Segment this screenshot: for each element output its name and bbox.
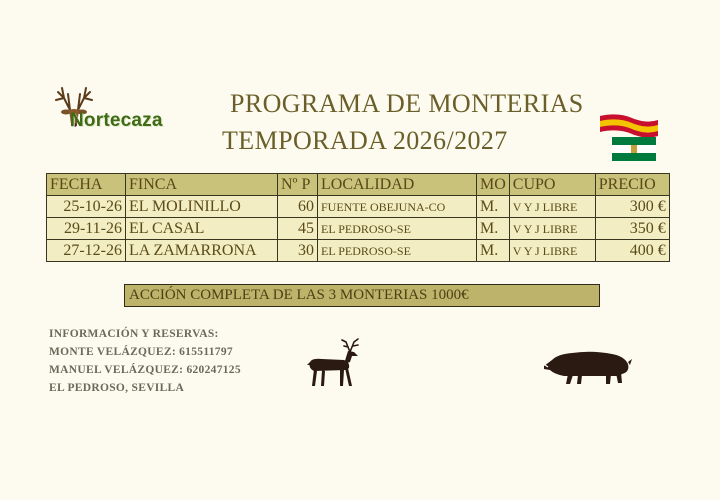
header-precio: PRECIO	[595, 174, 669, 196]
contact-phone-1: MONTE VELÁZQUEZ: 615511797	[49, 346, 233, 358]
andalusia-flag-icon	[612, 137, 656, 161]
cell-precio: 400 €	[595, 240, 669, 262]
table-header-row	[47, 174, 670, 196]
header-finca: FINCA	[126, 174, 278, 196]
cell-cupo: V Y J LIBRE	[509, 240, 595, 262]
cell-localidad: EL PEDROSO-SE	[318, 240, 477, 262]
deer-silhouette-icon	[302, 338, 374, 390]
brand-name: Nortecaza	[70, 110, 163, 131]
cell-fecha: 29-11-26	[47, 218, 126, 240]
header-fecha: FECHA	[47, 174, 126, 196]
table-row	[47, 218, 670, 240]
offer-banner: ACCIÓN COMPLETA DE LAS 3 MONTERIAS 1000€	[124, 284, 600, 307]
cell-mo: M.	[477, 218, 510, 240]
header-mo: MO	[477, 174, 510, 196]
cell-np: 60	[278, 196, 318, 218]
header-localidad: LOCALIDAD	[318, 174, 477, 196]
cell-finca: EL MOLINILLO	[126, 196, 278, 218]
cell-cupo: V Y J LIBRE	[509, 218, 595, 240]
cell-localidad: EL PEDROSO-SE	[318, 218, 477, 240]
page-subtitle: TEMPORADA 2026/2027	[222, 126, 508, 155]
contact-heading: INFORMACIÓN Y RESERVAS:	[49, 328, 219, 340]
cell-precio: 350 €	[595, 218, 669, 240]
header-np: Nº P	[278, 174, 318, 196]
cell-finca: EL CASAL	[126, 218, 278, 240]
contact-info	[49, 325, 241, 397]
cell-cupo: V Y J LIBRE	[509, 196, 595, 218]
program-table	[46, 173, 670, 262]
cell-localidad: FUENTE OBEJUNA-CO	[318, 196, 477, 218]
table-row	[47, 240, 670, 262]
cell-precio: 300 €	[595, 196, 669, 218]
cell-fecha: 25-10-26	[47, 196, 126, 218]
contact-phone-2: MANUEL VELÁZQUEZ: 620247125	[49, 364, 241, 376]
cell-fecha: 27-12-26	[47, 240, 126, 262]
cell-np: 30	[278, 240, 318, 262]
cell-mo: M.	[477, 196, 510, 218]
contact-location: EL PEDROSO, SEVILLA	[49, 382, 185, 394]
cell-np: 45	[278, 218, 318, 240]
cell-finca: LA ZAMARRONA	[126, 240, 278, 262]
cell-mo: M.	[477, 240, 510, 262]
boar-silhouette-icon	[542, 346, 632, 386]
table-row	[47, 196, 670, 218]
header-cupo: CUPO	[509, 174, 595, 196]
page-title: PROGRAMA DE MONTERIAS	[230, 89, 584, 118]
